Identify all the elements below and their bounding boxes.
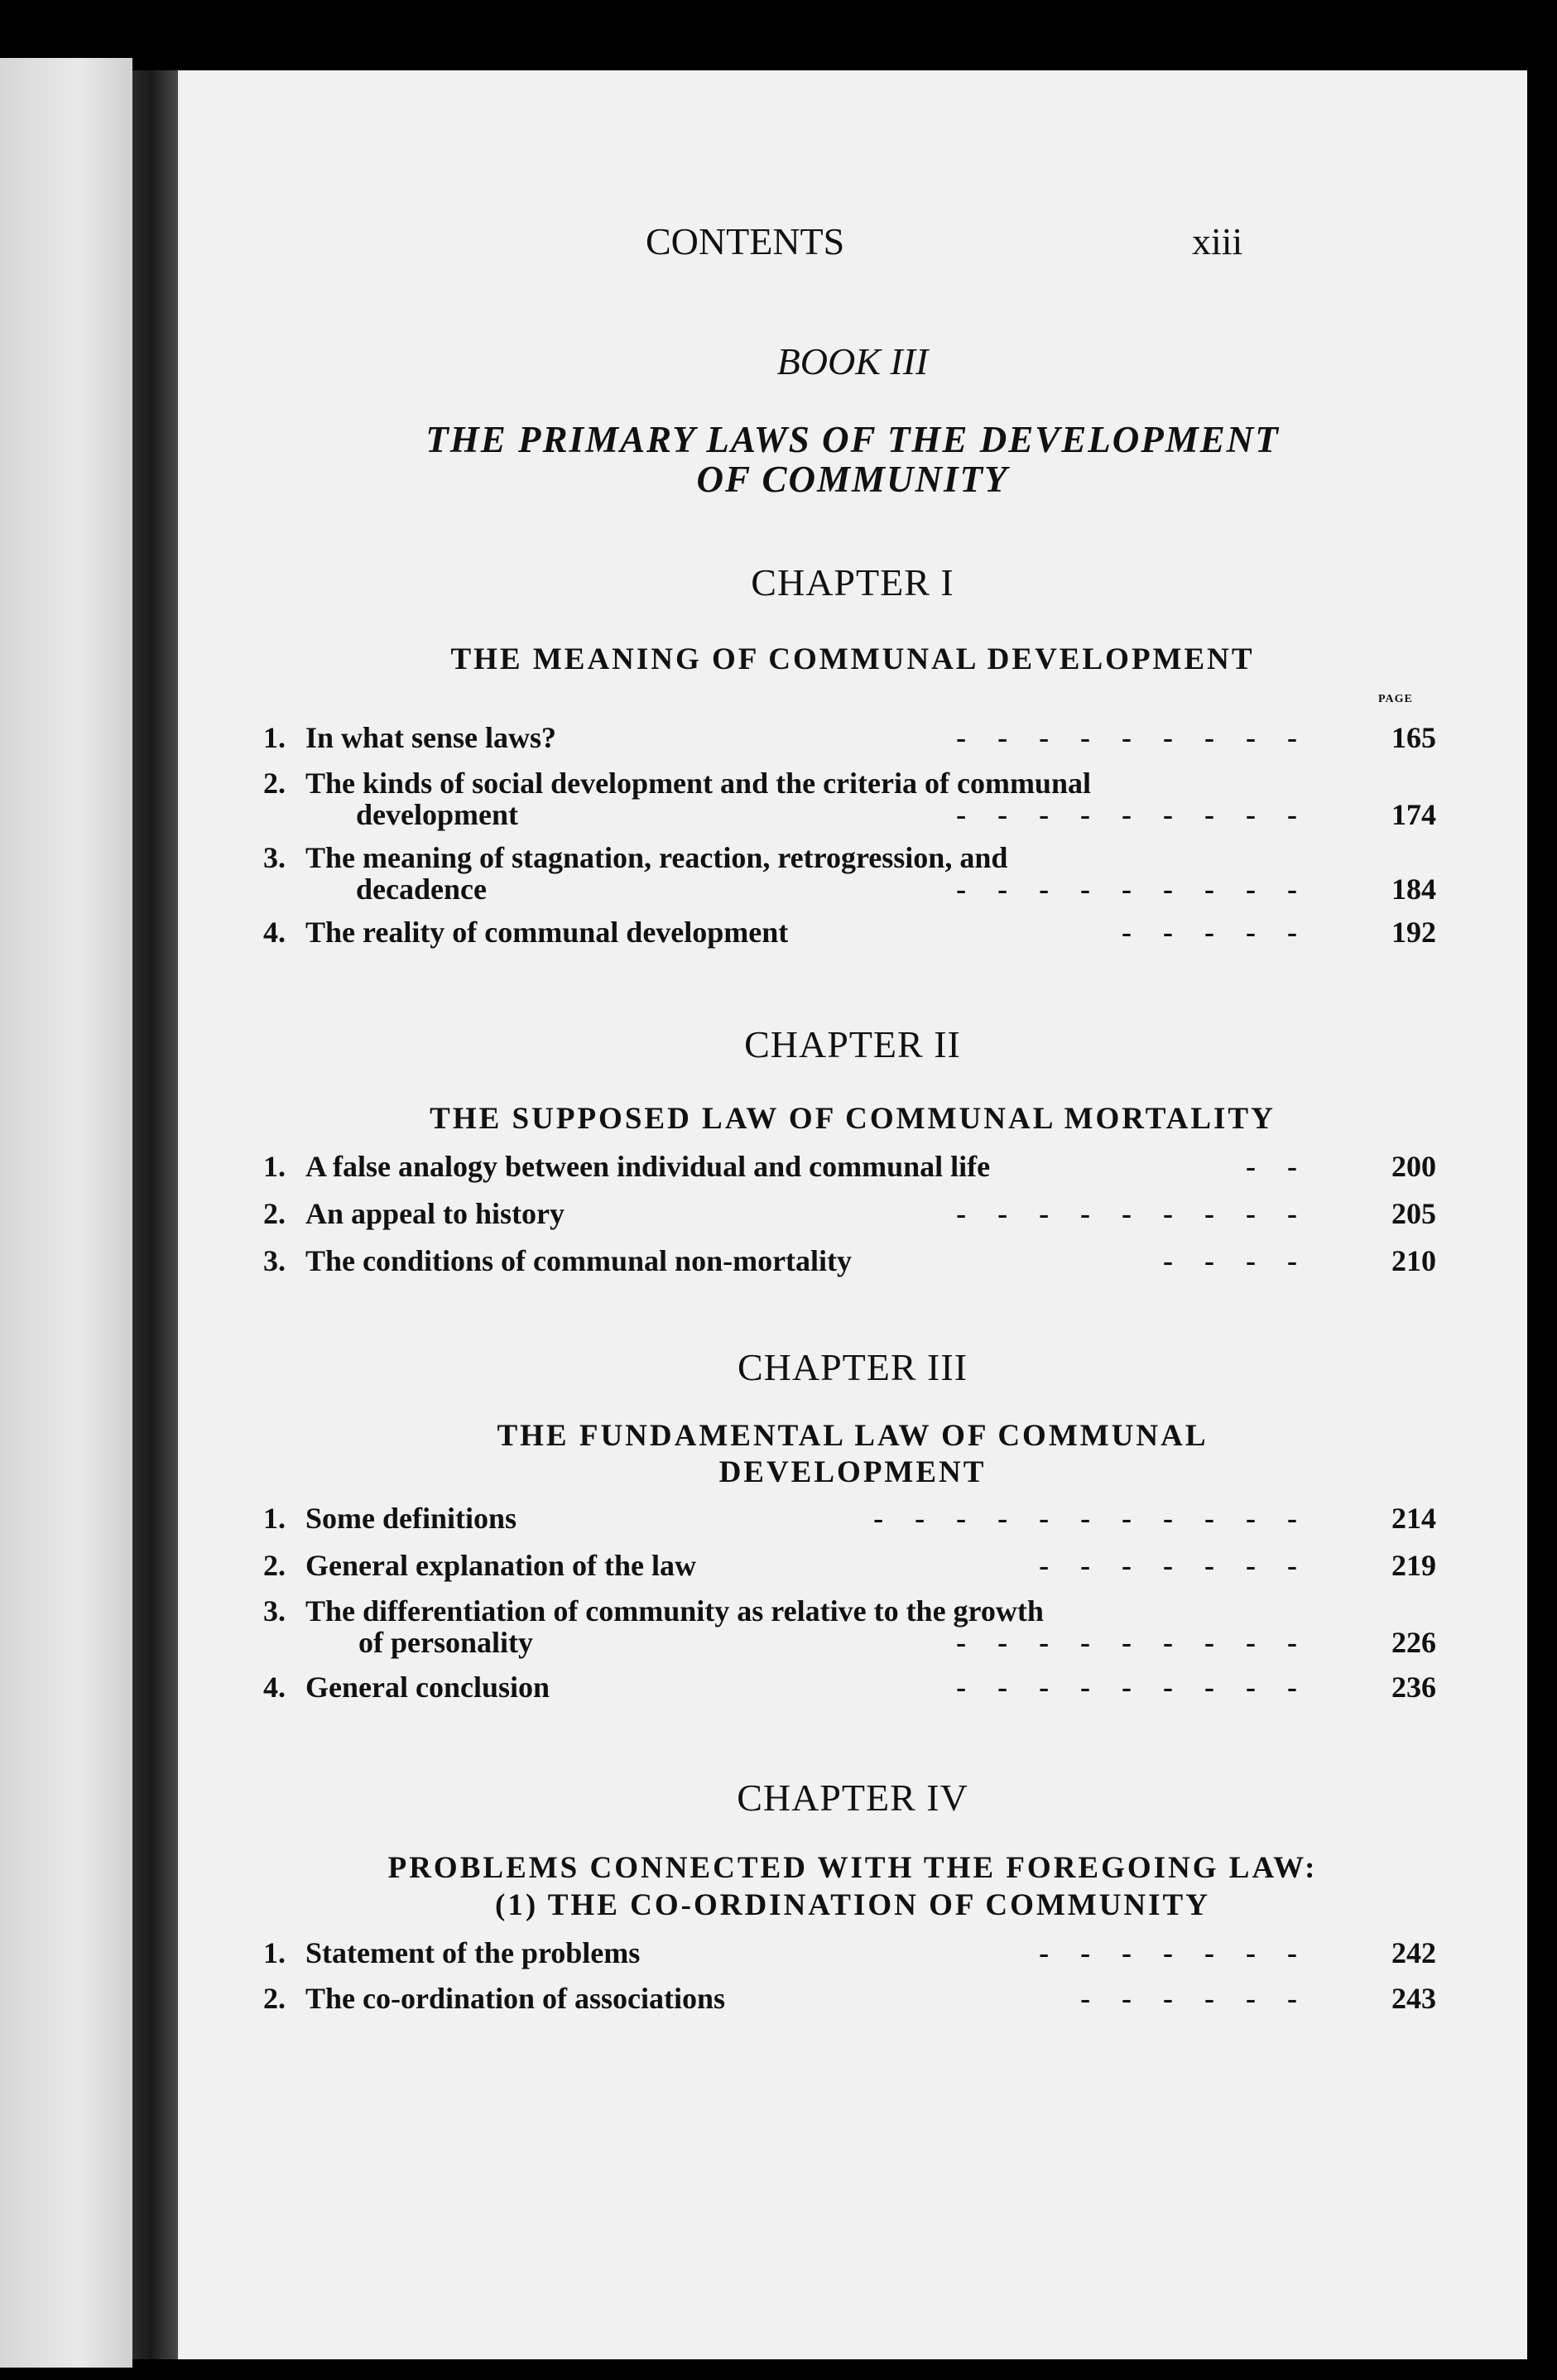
section-title: General explanation of the law: [305, 1549, 696, 1582]
section-title: Statement of the problems: [305, 1936, 641, 1969]
toc-entry: [178, 1149, 1527, 1190]
book-spine: [132, 70, 178, 2359]
dot-leader: ---------: [956, 1671, 1329, 1704]
section-title: The conditions of communal non-mortality: [305, 1244, 853, 1277]
section-title: Some definitions: [305, 1502, 517, 1535]
book-page: [178, 70, 1527, 2359]
page-number: 214: [1391, 1502, 1436, 1535]
section-number: 2.: [263, 1549, 286, 1582]
dot-leader: -------: [1039, 1936, 1329, 1969]
section-title: The differentiation of community as relative to the growth: [305, 1594, 1044, 1628]
toc-entry-continuation: [178, 1625, 1527, 1666]
dot-leader: ---------: [956, 798, 1329, 831]
section-title: An appeal to history: [305, 1197, 565, 1230]
chapter-heading: CHAPTER III: [737, 1346, 968, 1388]
running-head-page-number: xiii: [1192, 220, 1243, 262]
toc-entry: [178, 1196, 1527, 1238]
page-number: 242: [1391, 1936, 1436, 1969]
book-label: BOOK III: [776, 340, 929, 382]
toc-entry: [178, 1548, 1527, 1589]
section-title: General conclusion: [305, 1671, 550, 1704]
dot-leader: ---------: [956, 1197, 1329, 1230]
section-title-continued: of personality: [358, 1626, 533, 1659]
toc-entry-continuation: [178, 797, 1527, 839]
section-number: 1.: [263, 721, 286, 754]
section-number: 2.: [263, 1982, 286, 2015]
dot-leader: ------: [1080, 1982, 1329, 2015]
page-number: 219: [1391, 1549, 1436, 1582]
dot-leader: ---------: [956, 873, 1329, 906]
section-number: 1.: [263, 1936, 286, 1969]
section-title: The reality of communal development: [305, 916, 789, 949]
dot-leader: ---------: [956, 721, 1329, 754]
dot-leader: -------: [1039, 1549, 1329, 1582]
chapter-title: PROBLEMS CONNECTED WITH THE FOREGOING LAW:: [387, 1851, 1318, 1885]
dot-leader: -----------: [873, 1502, 1329, 1535]
chapter-title: THE FUNDAMENTAL LAW OF COMMUNAL: [497, 1419, 1209, 1453]
page-column-label: PAGE: [1378, 693, 1413, 705]
section-title-continued: development: [356, 798, 518, 831]
toc-entry: [178, 915, 1527, 956]
section-number: 3.: [263, 841, 286, 874]
section-title: A false analogy between individual and communal life: [305, 1150, 991, 1183]
page-number: 243: [1391, 1982, 1436, 2015]
chapter-heading: CHAPTER IV: [737, 1777, 968, 1819]
section-number: 1.: [263, 1150, 286, 1183]
toc-entry: [178, 720, 1527, 762]
toc-entry: [178, 1243, 1527, 1285]
dot-leader: ----: [1163, 1244, 1329, 1277]
section-title: In what sense laws?: [305, 721, 557, 754]
section-number: 4.: [263, 1671, 286, 1704]
page-number: 165: [1391, 721, 1436, 754]
chapter-title: THE SUPPOSED LAW OF COMMUNAL MORTALITY: [430, 1102, 1276, 1136]
chapter-title-line-2: DEVELOPMENT: [718, 1455, 987, 1489]
page-number: 184: [1391, 873, 1436, 906]
section-title-continued: decadence: [356, 873, 487, 906]
section-number: 2.: [263, 767, 286, 800]
book-title-line-2: OF COMMUNITY: [696, 459, 1009, 500]
page-number: 174: [1391, 798, 1436, 831]
dot-leader: ---------: [956, 1626, 1329, 1659]
section-title: The kinds of social development and the criteria of communal: [305, 767, 1091, 800]
page-number: 200: [1391, 1150, 1436, 1183]
chapter-title-line-2: (1) THE CO-ORDINATION OF COMMUNITY: [495, 1888, 1210, 1922]
toc-entry: [178, 1981, 1527, 2022]
dot-leader: -----: [1122, 916, 1329, 949]
page-number: 192: [1391, 916, 1436, 949]
dot-leader: --: [1246, 1150, 1329, 1183]
page-number: 226: [1391, 1626, 1436, 1659]
chapter-title: THE MEANING OF COMMUNAL DEVELOPMENT: [450, 642, 1255, 676]
page-number: 236: [1391, 1671, 1436, 1704]
running-head-title: CONTENTS: [646, 220, 845, 262]
toc-entry: [178, 1670, 1527, 1711]
section-number: 3.: [263, 1244, 286, 1277]
section-number: 1.: [263, 1502, 286, 1535]
toc-entry: [178, 1935, 1527, 1977]
section-number: 3.: [263, 1594, 286, 1628]
section-title: The co-ordination of associations: [305, 1982, 726, 2015]
chapter-heading: CHAPTER II: [744, 1023, 961, 1065]
toc-entry-continuation: [178, 872, 1527, 913]
section-title: The meaning of stagnation, reaction, retrogression, and: [305, 841, 1008, 874]
toc-entry: [178, 1501, 1527, 1542]
page-number: 210: [1391, 1244, 1436, 1277]
book-title-line-1: THE PRIMARY LAWS OF THE DEVELOPMENT: [425, 419, 1280, 460]
section-number: 4.: [263, 916, 286, 949]
section-number: 2.: [263, 1197, 286, 1230]
left-page-edge: [0, 58, 132, 2368]
chapter-heading: CHAPTER I: [751, 561, 954, 603]
page-number: 205: [1391, 1197, 1436, 1230]
